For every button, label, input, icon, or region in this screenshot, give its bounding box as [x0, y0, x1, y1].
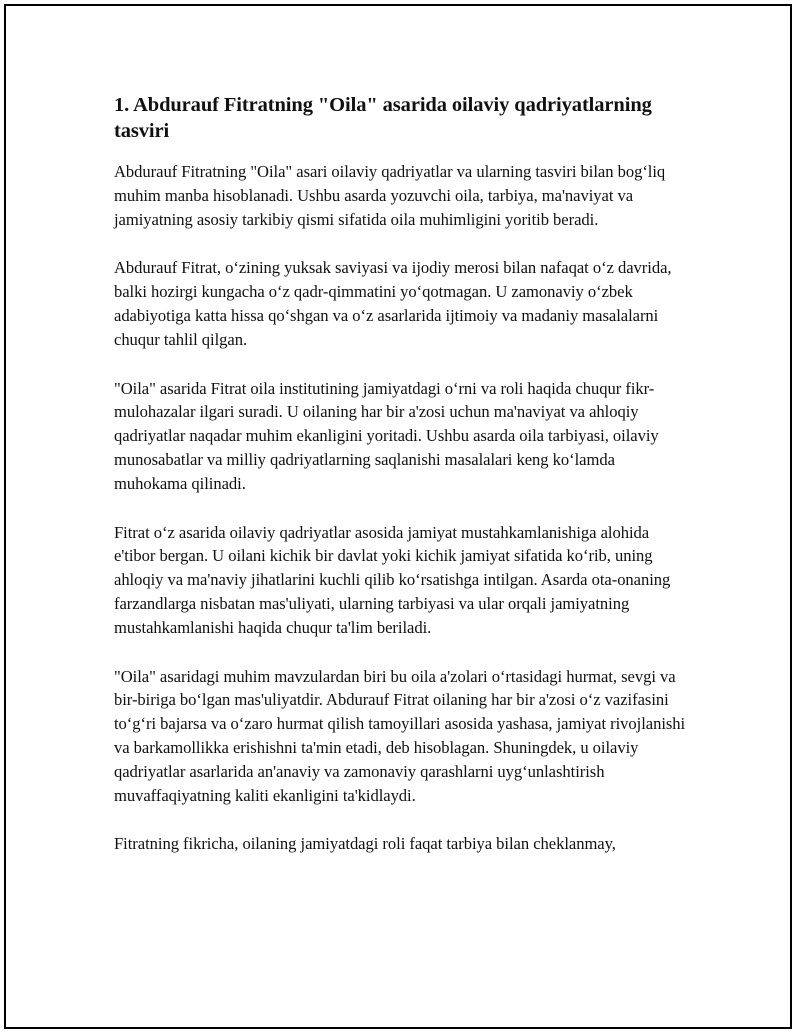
paragraph-4: Fitrat o‘z asarida oilaviy qadriyatlar asosida jamiyat mustahkamlanishiga alohida e'tibor bergan. U oilani kichik bir davlat yoki kichik jamiyat sifatida ko‘rib, uning ahloqiy va ma'naviy jihatlarini kuchli qilib ko‘rsatishga intilgan. Asarda ota-onaning farzandlarga nisbatan mas'uliyati, ularning tarbiyasi va ular orqali jamiyatning mustahkamlanishi haqida chuqur ta'lim beriladi. — [114, 522, 671, 637]
document-body — [114, 92, 686, 881]
section-heading: 1. Abdurauf Fitratning "Oila" asarida oilaviy qadriyatlarning tasviri — [114, 94, 652, 142]
paragraph-6: Fitratning fikricha, oilaning jamiyatdagi roli faqat tarbiya bilan cheklanmay, — [114, 834, 616, 854]
paragraph-2: Abdurauf Fitrat, o‘zining yuksak saviyasi va ijodiy merosi bilan nafaqat o‘z davrida, balki hozirgi kungacha o‘z qadr-qimmatini yo‘qotmagan. U zamonaviy o‘zbek adabiyotiga katta hissa qo‘shgan va o‘z asarlarida ijtimoiy va madaniy masalalarni chuqur tahlil qilgan. — [114, 258, 672, 349]
paragraph-3: "Oila" asarida Fitrat oila institutining jamiyatdagi o‘rni va roli haqida chuqur fikr-mulohazalar ilgari suradi. U oilaning har bir a'zosi uchun ma'naviyat va ahloqiy qadriyatlar naqadar muhim ekanligini yoritadi. Ushbu asarda oila tarbiyasi, oilaviy munosabatlar va milliy qadriyatlarning saqlanishi masalalari keng ko‘lamda muhokama qilinadi. — [114, 378, 659, 493]
paragraph-1: Abdurauf Fitratning "Oila" asari oilaviy qadriyatlar va ularning tasviri bilan bog‘liq muhim manba hisoblanadi. Ushbu asarda yozuvchi oila, tarbiya, ma'naviyat va jamiyatning asosiy tarkibiy qismi sifatida oila muhimligini yoritib beradi. — [114, 162, 666, 229]
paragraph-5: "Oila" asaridagi muhim mavzulardan biri bu oila a'zolari o‘rtasidagi hurmat, sevgi va bir-biriga bo‘lgan mas'uliyatdir. Abdurauf Fitrat oilaning har bir a'zosi o‘z vazifasini to‘g‘ri bajarsa va o‘zaro hurmat qilish tamoyillari asosida yashasa, jamiyat rivojlanishi va barkamollikka erishishni ta'min etadi, deb hisoblagan. Shuningdek, u oilaviy qadriyatlar asarlarida an'anaviy va zamonaviy qarashlarni uyg‘unlashtirish muvaffaqiyatning kaliti ekanligini ta'kidlaydi. — [114, 666, 686, 805]
